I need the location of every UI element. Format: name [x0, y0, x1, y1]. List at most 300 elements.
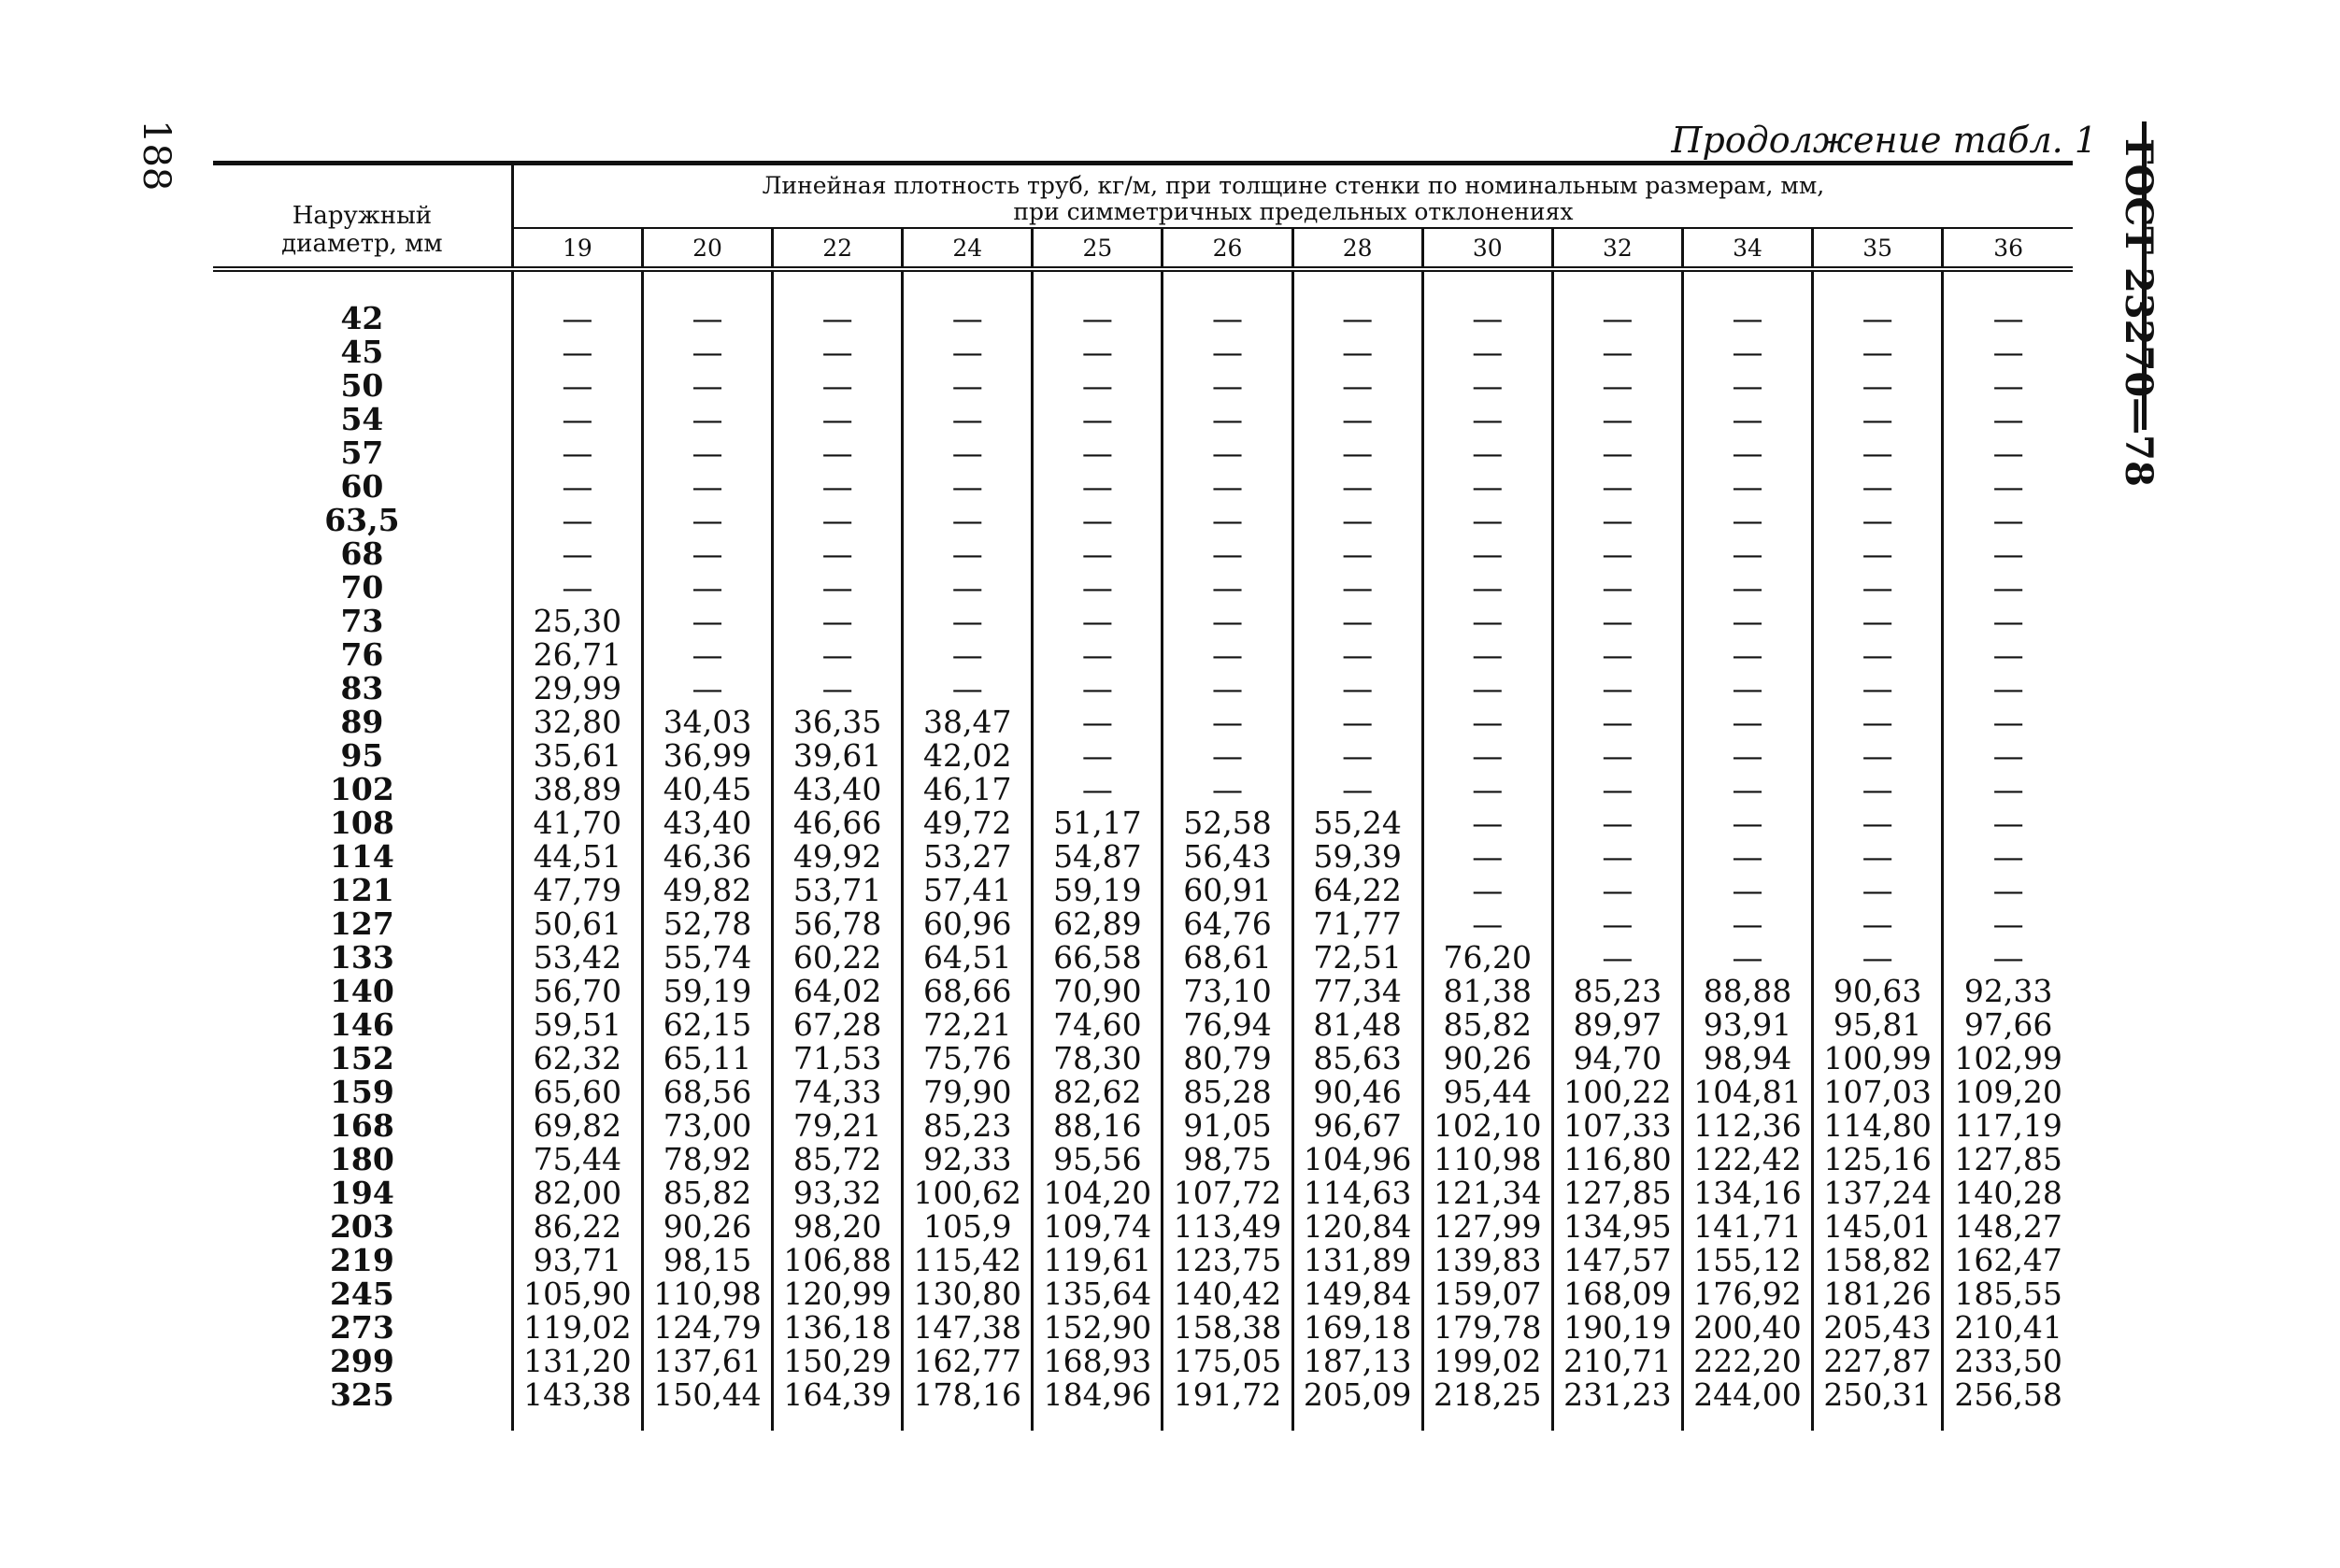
- density-cell: 130,80: [903, 1277, 1033, 1311]
- density-cell: —: [1682, 537, 1812, 571]
- density-cell: 38,89: [512, 773, 642, 806]
- density-cell: —: [512, 470, 642, 504]
- density-cell: 210,71: [1552, 1345, 1682, 1378]
- density-cell: —: [1033, 672, 1163, 706]
- density-cell: 98,20: [773, 1210, 903, 1244]
- density-cell: —: [1292, 269, 1422, 335]
- density-cell: 100,62: [903, 1176, 1033, 1210]
- density-cell: 104,20: [1033, 1176, 1163, 1210]
- density-cell: 93,91: [1682, 1008, 1812, 1042]
- density-cell: —: [1422, 504, 1552, 537]
- density-cell: 39,61: [773, 739, 903, 773]
- density-cell: —: [1943, 806, 2073, 840]
- density-cell: —: [1813, 773, 1943, 806]
- density-cell: 175,05: [1163, 1345, 1292, 1378]
- table-row: [213, 672, 2073, 706]
- density-cell: —: [1813, 806, 1943, 840]
- density-cell: 148,27: [1943, 1210, 2073, 1244]
- density-cell: 114,80: [1813, 1109, 1943, 1143]
- density-cell: 162,47: [1943, 1244, 2073, 1277]
- density-cell: —: [512, 335, 642, 369]
- outer-diameter-cell: 68: [340, 535, 384, 572]
- density-cell: 199,02: [1422, 1345, 1552, 1378]
- density-cell: 74,60: [1033, 1008, 1163, 1042]
- density-cell: —: [1682, 571, 1812, 605]
- density-cell: —: [1813, 739, 1943, 773]
- density-cell: 76,94: [1163, 1008, 1292, 1042]
- density-cell: —: [1682, 605, 1812, 638]
- density-cell: —: [1813, 874, 1943, 907]
- outer-diameter-cell: 140: [329, 973, 394, 1009]
- density-cell: 38,47: [903, 706, 1033, 739]
- density-cell: —: [773, 269, 903, 335]
- density-cell: —: [1033, 403, 1163, 436]
- density-cell: 49,82: [642, 874, 772, 907]
- outer-diameter-cell: 83: [340, 670, 384, 706]
- density-cell: 43,40: [642, 806, 772, 840]
- density-cell: 79,90: [903, 1076, 1033, 1109]
- density-cell: 119,02: [512, 1311, 642, 1345]
- density-cell: —: [1292, 638, 1422, 672]
- density-cell: —: [1163, 403, 1292, 436]
- table-row: [213, 1345, 2073, 1378]
- density-cell: 86,22: [512, 1210, 642, 1244]
- density-cell: 107,33: [1552, 1109, 1682, 1143]
- density-cell: —: [903, 369, 1033, 403]
- outer-diameter-cell: 63,5: [324, 502, 400, 538]
- density-cell: —: [1163, 537, 1292, 571]
- density-cell: 75,76: [903, 1042, 1033, 1076]
- density-cell: —: [1552, 840, 1682, 874]
- density-cell: 117,19: [1943, 1109, 2073, 1143]
- table-row: [213, 706, 2073, 739]
- density-cell: 187,13: [1292, 1345, 1422, 1378]
- density-cell: 95,56: [1033, 1143, 1163, 1176]
- density-cell: —: [773, 537, 903, 571]
- density-cell: 184,96: [1033, 1378, 1163, 1431]
- density-cell: 107,72: [1163, 1176, 1292, 1210]
- density-cell: 68,66: [903, 975, 1033, 1008]
- density-cell: 59,51: [512, 1008, 642, 1042]
- density-cell: 73,10: [1163, 975, 1292, 1008]
- density-cell: —: [1943, 571, 2073, 605]
- density-cell: 104,96: [1292, 1143, 1422, 1176]
- density-cell: —: [1813, 369, 1943, 403]
- density-cell: 140,42: [1163, 1277, 1292, 1311]
- table-body: [213, 269, 2073, 1431]
- density-cell: —: [1422, 605, 1552, 638]
- pipe-density-table: [213, 161, 2073, 1431]
- outer-diameter-cell: 194: [329, 1175, 394, 1211]
- density-cell: —: [1943, 369, 2073, 403]
- density-cell: 65,11: [642, 1042, 772, 1076]
- density-cell: —: [1682, 638, 1812, 672]
- density-cell: 102,99: [1943, 1042, 2073, 1076]
- density-cell: 85,23: [903, 1109, 1033, 1143]
- density-cell: 56,78: [773, 907, 903, 941]
- density-cell: 35,61: [512, 739, 642, 773]
- density-cell: —: [1943, 739, 2073, 773]
- density-cell: —: [512, 571, 642, 605]
- density-cell: —: [1943, 537, 2073, 571]
- density-cell: —: [1033, 571, 1163, 605]
- density-cell: —: [1813, 504, 1943, 537]
- outer-diameter-cell: 121: [329, 872, 394, 908]
- density-cell: —: [1813, 840, 1943, 874]
- density-cell: 65,60: [512, 1076, 642, 1109]
- density-cell: —: [773, 605, 903, 638]
- density-cell: 88,16: [1033, 1109, 1163, 1143]
- density-cell: —: [1033, 369, 1163, 403]
- density-cell: 136,18: [773, 1311, 903, 1345]
- table-row: [213, 1042, 2073, 1076]
- density-cell: 164,39: [773, 1378, 903, 1431]
- density-cell: 96,67: [1292, 1109, 1422, 1143]
- density-cell: 29,99: [512, 672, 642, 706]
- density-cell: 155,12: [1682, 1244, 1812, 1277]
- density-cell: 168,93: [1033, 1345, 1163, 1378]
- density-cell: 90,46: [1292, 1076, 1422, 1109]
- table-row: [213, 1143, 2073, 1176]
- density-cell: 181,26: [1813, 1277, 1943, 1311]
- density-cell: —: [1163, 335, 1292, 369]
- density-cell: 200,40: [1682, 1311, 1812, 1345]
- density-cell: —: [1552, 739, 1682, 773]
- density-cell: 141,71: [1682, 1210, 1812, 1244]
- density-cell: 66,58: [1033, 941, 1163, 975]
- density-cell: —: [1163, 739, 1292, 773]
- density-cell: —: [642, 504, 772, 537]
- thickness-column-header: 34: [1682, 228, 1812, 269]
- density-cell: 79,21: [773, 1109, 903, 1143]
- density-cell: —: [1552, 806, 1682, 840]
- outer-diameter-cell: 325: [329, 1376, 394, 1413]
- density-cell: 68,61: [1163, 941, 1292, 975]
- density-cell: —: [1552, 941, 1682, 975]
- density-cell: 218,25: [1422, 1378, 1552, 1431]
- table-row: [213, 571, 2073, 605]
- density-cell: 176,92: [1682, 1277, 1812, 1311]
- density-cell: —: [512, 537, 642, 571]
- density-cell: 57,41: [903, 874, 1033, 907]
- density-cell: 50,61: [512, 907, 642, 941]
- density-cell: 121,34: [1422, 1176, 1552, 1210]
- density-cell: —: [1813, 470, 1943, 504]
- density-cell: 64,76: [1163, 907, 1292, 941]
- density-cell: —: [1943, 605, 2073, 638]
- density-cell: 131,20: [512, 1345, 642, 1378]
- outer-diameter-cell: 127: [329, 905, 394, 942]
- thickness-column-header: 24: [903, 228, 1033, 269]
- thickness-column-header: 28: [1292, 228, 1422, 269]
- density-cell: —: [1033, 537, 1163, 571]
- density-cell: —: [1682, 706, 1812, 739]
- density-cell: 98,94: [1682, 1042, 1812, 1076]
- density-cell: 143,38: [512, 1378, 642, 1431]
- density-cell: 168,09: [1552, 1277, 1682, 1311]
- density-cell: —: [1422, 403, 1552, 436]
- density-cell: —: [1943, 672, 2073, 706]
- outer-diameter-cell: 219: [329, 1242, 394, 1278]
- table-row: [213, 874, 2073, 907]
- density-cell: —: [1682, 436, 1812, 470]
- density-cell: 54,87: [1033, 840, 1163, 874]
- density-cell: 105,9: [903, 1210, 1033, 1244]
- density-cell: —: [512, 436, 642, 470]
- density-cell: —: [1033, 269, 1163, 335]
- outer-diameter-cell: 299: [329, 1343, 394, 1379]
- density-cell: —: [1943, 436, 2073, 470]
- outer-diameter-cell: 180: [329, 1141, 394, 1177]
- table-row: [213, 806, 2073, 840]
- density-cell: —: [903, 269, 1033, 335]
- density-cell: 159,07: [1422, 1277, 1552, 1311]
- density-cell: —: [1813, 403, 1943, 436]
- table-row: [213, 537, 2073, 571]
- density-cell: 179,78: [1422, 1311, 1552, 1345]
- density-cell: —: [1552, 605, 1682, 638]
- density-cell: —: [1292, 403, 1422, 436]
- density-cell: 59,39: [1292, 840, 1422, 874]
- density-cell: —: [1163, 269, 1292, 335]
- density-cell: 139,83: [1422, 1244, 1552, 1277]
- density-cell: 85,63: [1292, 1042, 1422, 1076]
- density-cell: —: [642, 335, 772, 369]
- density-cell: —: [642, 403, 772, 436]
- density-cell: 105,90: [512, 1277, 642, 1311]
- table-row: [213, 1109, 2073, 1143]
- density-cell: 100,22: [1552, 1076, 1682, 1109]
- density-cell: 93,32: [773, 1176, 903, 1210]
- density-cell: 231,23: [1552, 1378, 1682, 1431]
- density-cell: 150,44: [642, 1378, 772, 1431]
- density-cell: 49,72: [903, 806, 1033, 840]
- density-cell: 140,28: [1943, 1176, 2073, 1210]
- density-cell: 76,20: [1422, 941, 1552, 975]
- table-row: [213, 907, 2073, 941]
- density-cell: 26,71: [512, 638, 642, 672]
- density-cell: —: [1292, 605, 1422, 638]
- table-row: [213, 436, 2073, 470]
- density-cell: —: [903, 403, 1033, 436]
- density-cell: 110,98: [642, 1277, 772, 1311]
- density-cell: —: [1422, 470, 1552, 504]
- density-cell: —: [1943, 269, 2073, 335]
- density-cell: 81,38: [1422, 975, 1552, 1008]
- density-cell: —: [773, 369, 903, 403]
- outer-diameter-cell: 70: [340, 569, 384, 606]
- table-row: [213, 1378, 2073, 1431]
- density-cell: 52,78: [642, 907, 772, 941]
- density-cell: —: [1422, 638, 1552, 672]
- table-row: [213, 638, 2073, 672]
- thickness-column-header: 20: [642, 228, 772, 269]
- density-cell: 190,19: [1552, 1311, 1682, 1345]
- outer-diameter-cell: 102: [329, 771, 394, 807]
- density-cell: 98,75: [1163, 1143, 1292, 1176]
- density-cell: —: [1943, 706, 2073, 739]
- density-cell: —: [642, 470, 772, 504]
- density-cell: —: [642, 638, 772, 672]
- table-row: [213, 1176, 2073, 1210]
- density-cell: 137,24: [1813, 1176, 1943, 1210]
- density-cell: 72,21: [903, 1008, 1033, 1042]
- density-cell: 46,36: [642, 840, 772, 874]
- outer-diameter-cell: 146: [329, 1006, 394, 1043]
- density-cell: 85,23: [1552, 975, 1682, 1008]
- density-cell: —: [1163, 672, 1292, 706]
- thickness-column-header: 35: [1813, 228, 1943, 269]
- density-cell: —: [1033, 605, 1163, 638]
- density-cell: 55,24: [1292, 806, 1422, 840]
- density-cell: 94,70: [1552, 1042, 1682, 1076]
- density-cell: —: [1682, 773, 1812, 806]
- density-cell: 44,51: [512, 840, 642, 874]
- density-cell: —: [1682, 269, 1812, 335]
- density-cell: —: [1033, 739, 1163, 773]
- outer-diameter-cell: 245: [329, 1276, 394, 1312]
- density-cell: —: [1292, 369, 1422, 403]
- density-cell: —: [512, 504, 642, 537]
- density-cell: 90,26: [642, 1210, 772, 1244]
- density-cell: 52,58: [1163, 806, 1292, 840]
- density-cell: 90,63: [1813, 975, 1943, 1008]
- density-cell: —: [1292, 504, 1422, 537]
- density-cell: —: [1682, 806, 1812, 840]
- density-cell: —: [1422, 806, 1552, 840]
- density-cell: 98,15: [642, 1244, 772, 1277]
- density-cell: 124,79: [642, 1311, 772, 1345]
- density-cell: 46,17: [903, 773, 1033, 806]
- density-cell: —: [1422, 706, 1552, 739]
- density-cell: 92,33: [903, 1143, 1033, 1176]
- density-cell: —: [1682, 470, 1812, 504]
- density-cell: —: [1943, 638, 2073, 672]
- density-cell: 82,62: [1033, 1076, 1163, 1109]
- density-cell: 158,38: [1163, 1311, 1292, 1345]
- density-cell: 78,30: [1033, 1042, 1163, 1076]
- density-cell: —: [1813, 605, 1943, 638]
- density-cell: —: [903, 672, 1033, 706]
- density-cell: —: [1422, 739, 1552, 773]
- table-row: [213, 1210, 2073, 1244]
- density-cell: 89,97: [1552, 1008, 1682, 1042]
- density-cell: 150,29: [773, 1345, 903, 1378]
- thickness-column-header: 36: [1943, 228, 2073, 269]
- density-cell: 62,32: [512, 1042, 642, 1076]
- density-cell: —: [1422, 672, 1552, 706]
- density-cell: —: [903, 335, 1033, 369]
- density-cell: 74,33: [773, 1076, 903, 1109]
- density-cell: 81,48: [1292, 1008, 1422, 1042]
- density-cell: 53,42: [512, 941, 642, 975]
- density-cell: 49,92: [773, 840, 903, 874]
- density-cell: 102,10: [1422, 1109, 1552, 1143]
- density-cell: —: [1813, 537, 1943, 571]
- density-cell: —: [1033, 638, 1163, 672]
- density-cell: 152,90: [1033, 1311, 1163, 1345]
- density-cell: —: [1552, 335, 1682, 369]
- density-cell: —: [1552, 672, 1682, 706]
- density-cell: —: [1292, 571, 1422, 605]
- density-cell: 115,42: [903, 1244, 1033, 1277]
- density-cell: 113,49: [1163, 1210, 1292, 1244]
- density-cell: 109,74: [1033, 1210, 1163, 1244]
- density-cell: 85,82: [642, 1176, 772, 1210]
- density-cell: 68,56: [642, 1076, 772, 1109]
- density-cell: —: [1552, 907, 1682, 941]
- density-cell: —: [1813, 672, 1943, 706]
- density-cell: —: [1163, 773, 1292, 806]
- outer-diameter-cell: 203: [329, 1208, 394, 1245]
- density-cell: 114,63: [1292, 1176, 1422, 1210]
- density-cell: 64,02: [773, 975, 903, 1008]
- density-cell: 91,05: [1163, 1109, 1292, 1143]
- density-cell: 134,95: [1552, 1210, 1682, 1244]
- density-cell: 67,28: [773, 1008, 903, 1042]
- density-cell: —: [1943, 470, 2073, 504]
- density-cell: 145,01: [1813, 1210, 1943, 1244]
- density-group-header-label: Линейная плотность труб, кг/м, при толщине стенки по номинальным размерам, мм, при симметричных предельных отклонениях: [762, 172, 1825, 225]
- density-cell: —: [1813, 269, 1943, 335]
- density-cell: 69,82: [512, 1109, 642, 1143]
- density-cell: 36,99: [642, 739, 772, 773]
- density-cell: —: [642, 436, 772, 470]
- table-row: [213, 773, 2073, 806]
- density-cell: —: [1813, 941, 1943, 975]
- density-cell: —: [512, 369, 642, 403]
- density-cell: 97,66: [1943, 1008, 2073, 1042]
- density-cell: 107,03: [1813, 1076, 1943, 1109]
- density-cell: 104,81: [1682, 1076, 1812, 1109]
- density-cell: —: [1682, 403, 1812, 436]
- density-cell: 73,00: [642, 1109, 772, 1143]
- density-cell: 93,71: [512, 1244, 642, 1277]
- density-cell: 112,36: [1682, 1109, 1812, 1143]
- density-cell: 85,82: [1422, 1008, 1552, 1042]
- density-cell: —: [1682, 840, 1812, 874]
- outer-diameter-cell: 50: [340, 367, 384, 404]
- density-cell: —: [1552, 773, 1682, 806]
- density-cell: —: [903, 571, 1033, 605]
- density-cell: 122,42: [1682, 1143, 1812, 1176]
- density-cell: —: [1943, 941, 2073, 975]
- density-cell: 25,30: [512, 605, 642, 638]
- density-cell: —: [1943, 504, 2073, 537]
- outer-diameter-cell: 54: [340, 401, 384, 437]
- density-cell: —: [1422, 369, 1552, 403]
- density-cell: —: [1292, 706, 1422, 739]
- density-cell: 90,26: [1422, 1042, 1552, 1076]
- density-cell: 162,77: [903, 1345, 1033, 1378]
- outer-diameter-cell: 89: [340, 704, 384, 740]
- density-cell: —: [1422, 874, 1552, 907]
- density-cell: 233,50: [1943, 1345, 2073, 1378]
- density-cell: —: [1813, 638, 1943, 672]
- table-row: [213, 1277, 2073, 1311]
- density-cell: —: [1163, 605, 1292, 638]
- density-cell: 60,96: [903, 907, 1033, 941]
- density-cell: 59,19: [1033, 874, 1163, 907]
- density-cell: —: [1552, 537, 1682, 571]
- outer-diameter-cell: 45: [340, 334, 384, 370]
- density-cell: 227,87: [1813, 1345, 1943, 1378]
- density-cell: 185,55: [1943, 1277, 2073, 1311]
- density-cell: 40,45: [642, 773, 772, 806]
- density-cell: 56,70: [512, 975, 642, 1008]
- density-cell: —: [1292, 537, 1422, 571]
- density-cell: 53,27: [903, 840, 1033, 874]
